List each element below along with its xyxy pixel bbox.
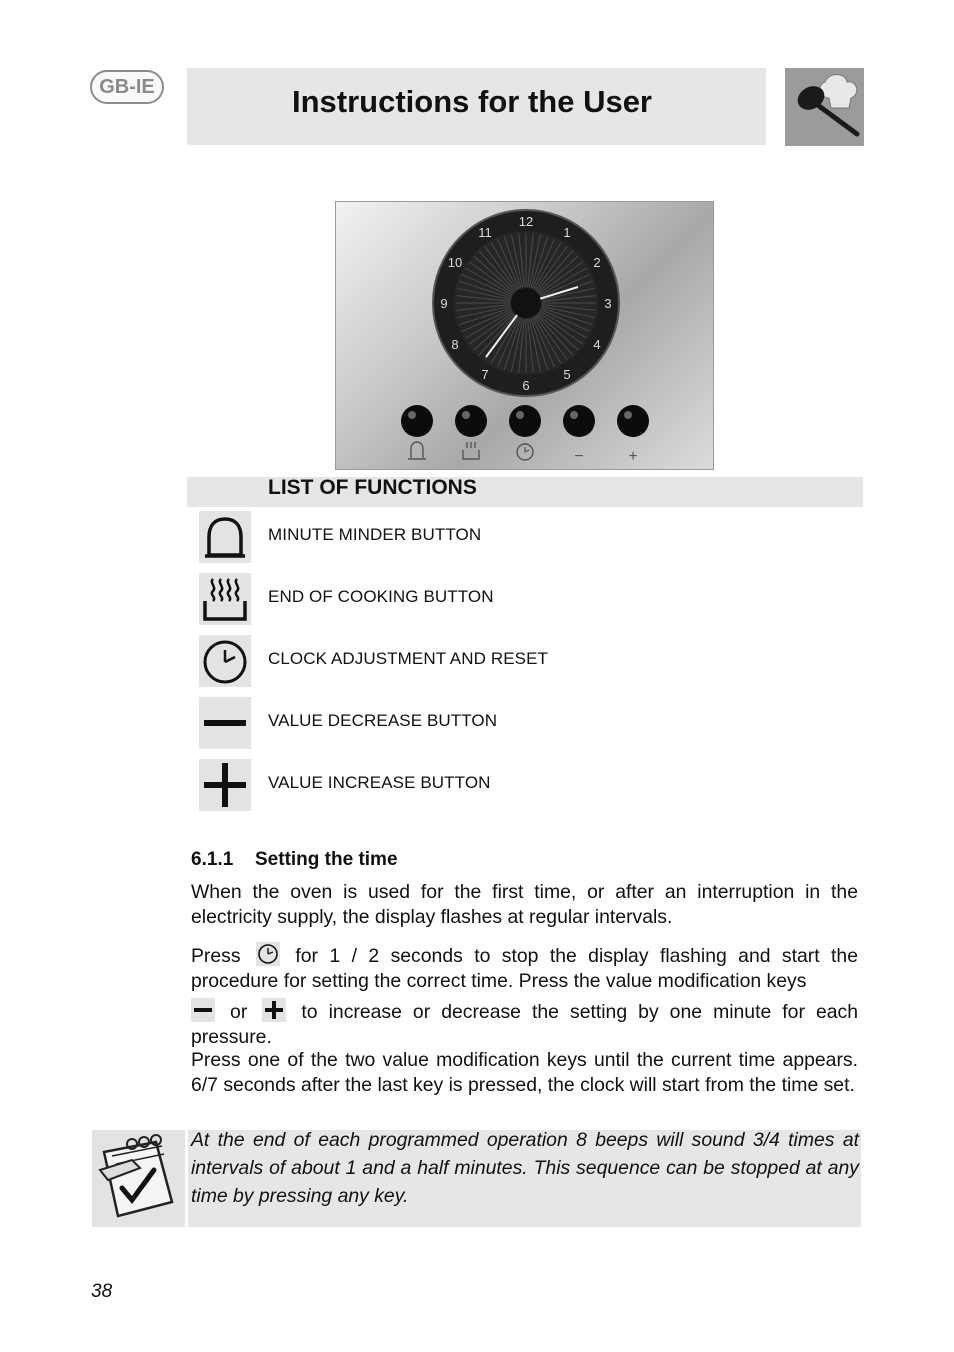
function-label-clock-adjustment: CLOCK ADJUSTMENT AND RESET: [268, 649, 549, 668]
panel-minus-label: −: [574, 448, 584, 465]
cooking-pot-icon: [199, 573, 251, 625]
panel-knob-plus-icon[interactable]: [617, 405, 649, 437]
cooking-icon: [463, 442, 479, 459]
paragraph-modify-keys: [191, 998, 858, 1049]
clock-number: 1: [563, 224, 571, 240]
paragraph-first-use: When the oven is used for the first time, or after an interruption in the electricity supply, the display flashes at regular intervals.: [191, 881, 858, 928]
panel-knob-clock-icon[interactable]: [509, 405, 541, 437]
control-panel-image: [335, 201, 714, 470]
function-label-value-decrease: VALUE DECREASE BUTTON: [268, 711, 498, 730]
clock-number: 2: [593, 255, 601, 270]
note-text: At the end of each programmed operation 8 beeps will sound 3/4 times at intervals of about 1 and a half minutes. This sequence can be stopped at any time by pressing any key.: [191, 1129, 859, 1207]
knob-highlight: [462, 411, 470, 419]
p2-tail: to increase or decrease the setting by one minute for each pressure.: [191, 1001, 859, 1048]
panel-knob-bell-icon[interactable]: [401, 405, 433, 437]
section-number: 6.1.1: [191, 849, 234, 870]
p2-body: for 1 / 2 seconds to stop the display flashing and start the procedure for setting the correct time. Press the value modification keys: [191, 945, 858, 992]
function-label-end-of-cooking: END OF COOKING BUTTON: [268, 587, 494, 606]
plus-icon: [199, 759, 251, 811]
chef-logo: [785, 68, 864, 146]
paragraph-current-time: Press one of the two value modification keys until the current time appears. 6/7 seconds after the last key is pressed, the clock will start from the time set.: [191, 1049, 858, 1096]
chef-hat-spoon-icon: [785, 68, 864, 146]
clock-number: 6: [522, 378, 530, 393]
page-title: Instructions for the User: [292, 84, 652, 119]
section-title: Setting the time: [255, 849, 398, 870]
clock-icon: [199, 635, 251, 687]
bell-icon: [199, 511, 251, 563]
clock-number: 5: [563, 367, 571, 383]
knob-highlight: [624, 411, 632, 419]
control-panel-drawing: [336, 202, 715, 471]
clock-icon: [256, 942, 280, 966]
plus-icon: [262, 998, 286, 1022]
clock-number: 12: [518, 214, 534, 229]
panel-knob-minus-icon[interactable]: [563, 405, 595, 437]
paragraph-press-clock: [191, 942, 858, 993]
region-badge: GB-IE: [90, 70, 164, 104]
clock-number: 7: [481, 367, 489, 383]
knob-highlight: [516, 411, 524, 419]
clock-number: 3: [604, 296, 612, 311]
section-heading: [191, 849, 398, 871]
minus-icon: [191, 998, 215, 1022]
function-label-minute-minder: MINUTE MINDER BUTTON: [268, 525, 482, 544]
function-label-value-increase: VALUE INCREASE BUTTON: [268, 773, 491, 792]
panel-knob-cooking-icon[interactable]: [455, 405, 487, 437]
clock-number: 11: [478, 224, 492, 240]
notepad-check-icon: [92, 1130, 185, 1227]
p2-press: Press: [191, 945, 241, 967]
minus-icon: [199, 697, 251, 749]
clock-number: 9: [440, 296, 448, 311]
knob-highlight: [570, 411, 578, 419]
clock-number: 4: [593, 337, 601, 352]
knob-highlight: [408, 411, 416, 419]
panel-plus-label: +: [628, 448, 638, 465]
note-icon-box: [92, 1130, 185, 1227]
clock-hands: [525, 447, 529, 452]
p2-or: or: [230, 1001, 248, 1023]
clock-number: 10: [447, 255, 463, 270]
page-number: 38: [91, 1281, 113, 1302]
functions-title: LIST OF FUNCTIONS: [268, 476, 477, 499]
clock-number: 8: [451, 337, 459, 352]
bell-icon: [408, 442, 426, 459]
